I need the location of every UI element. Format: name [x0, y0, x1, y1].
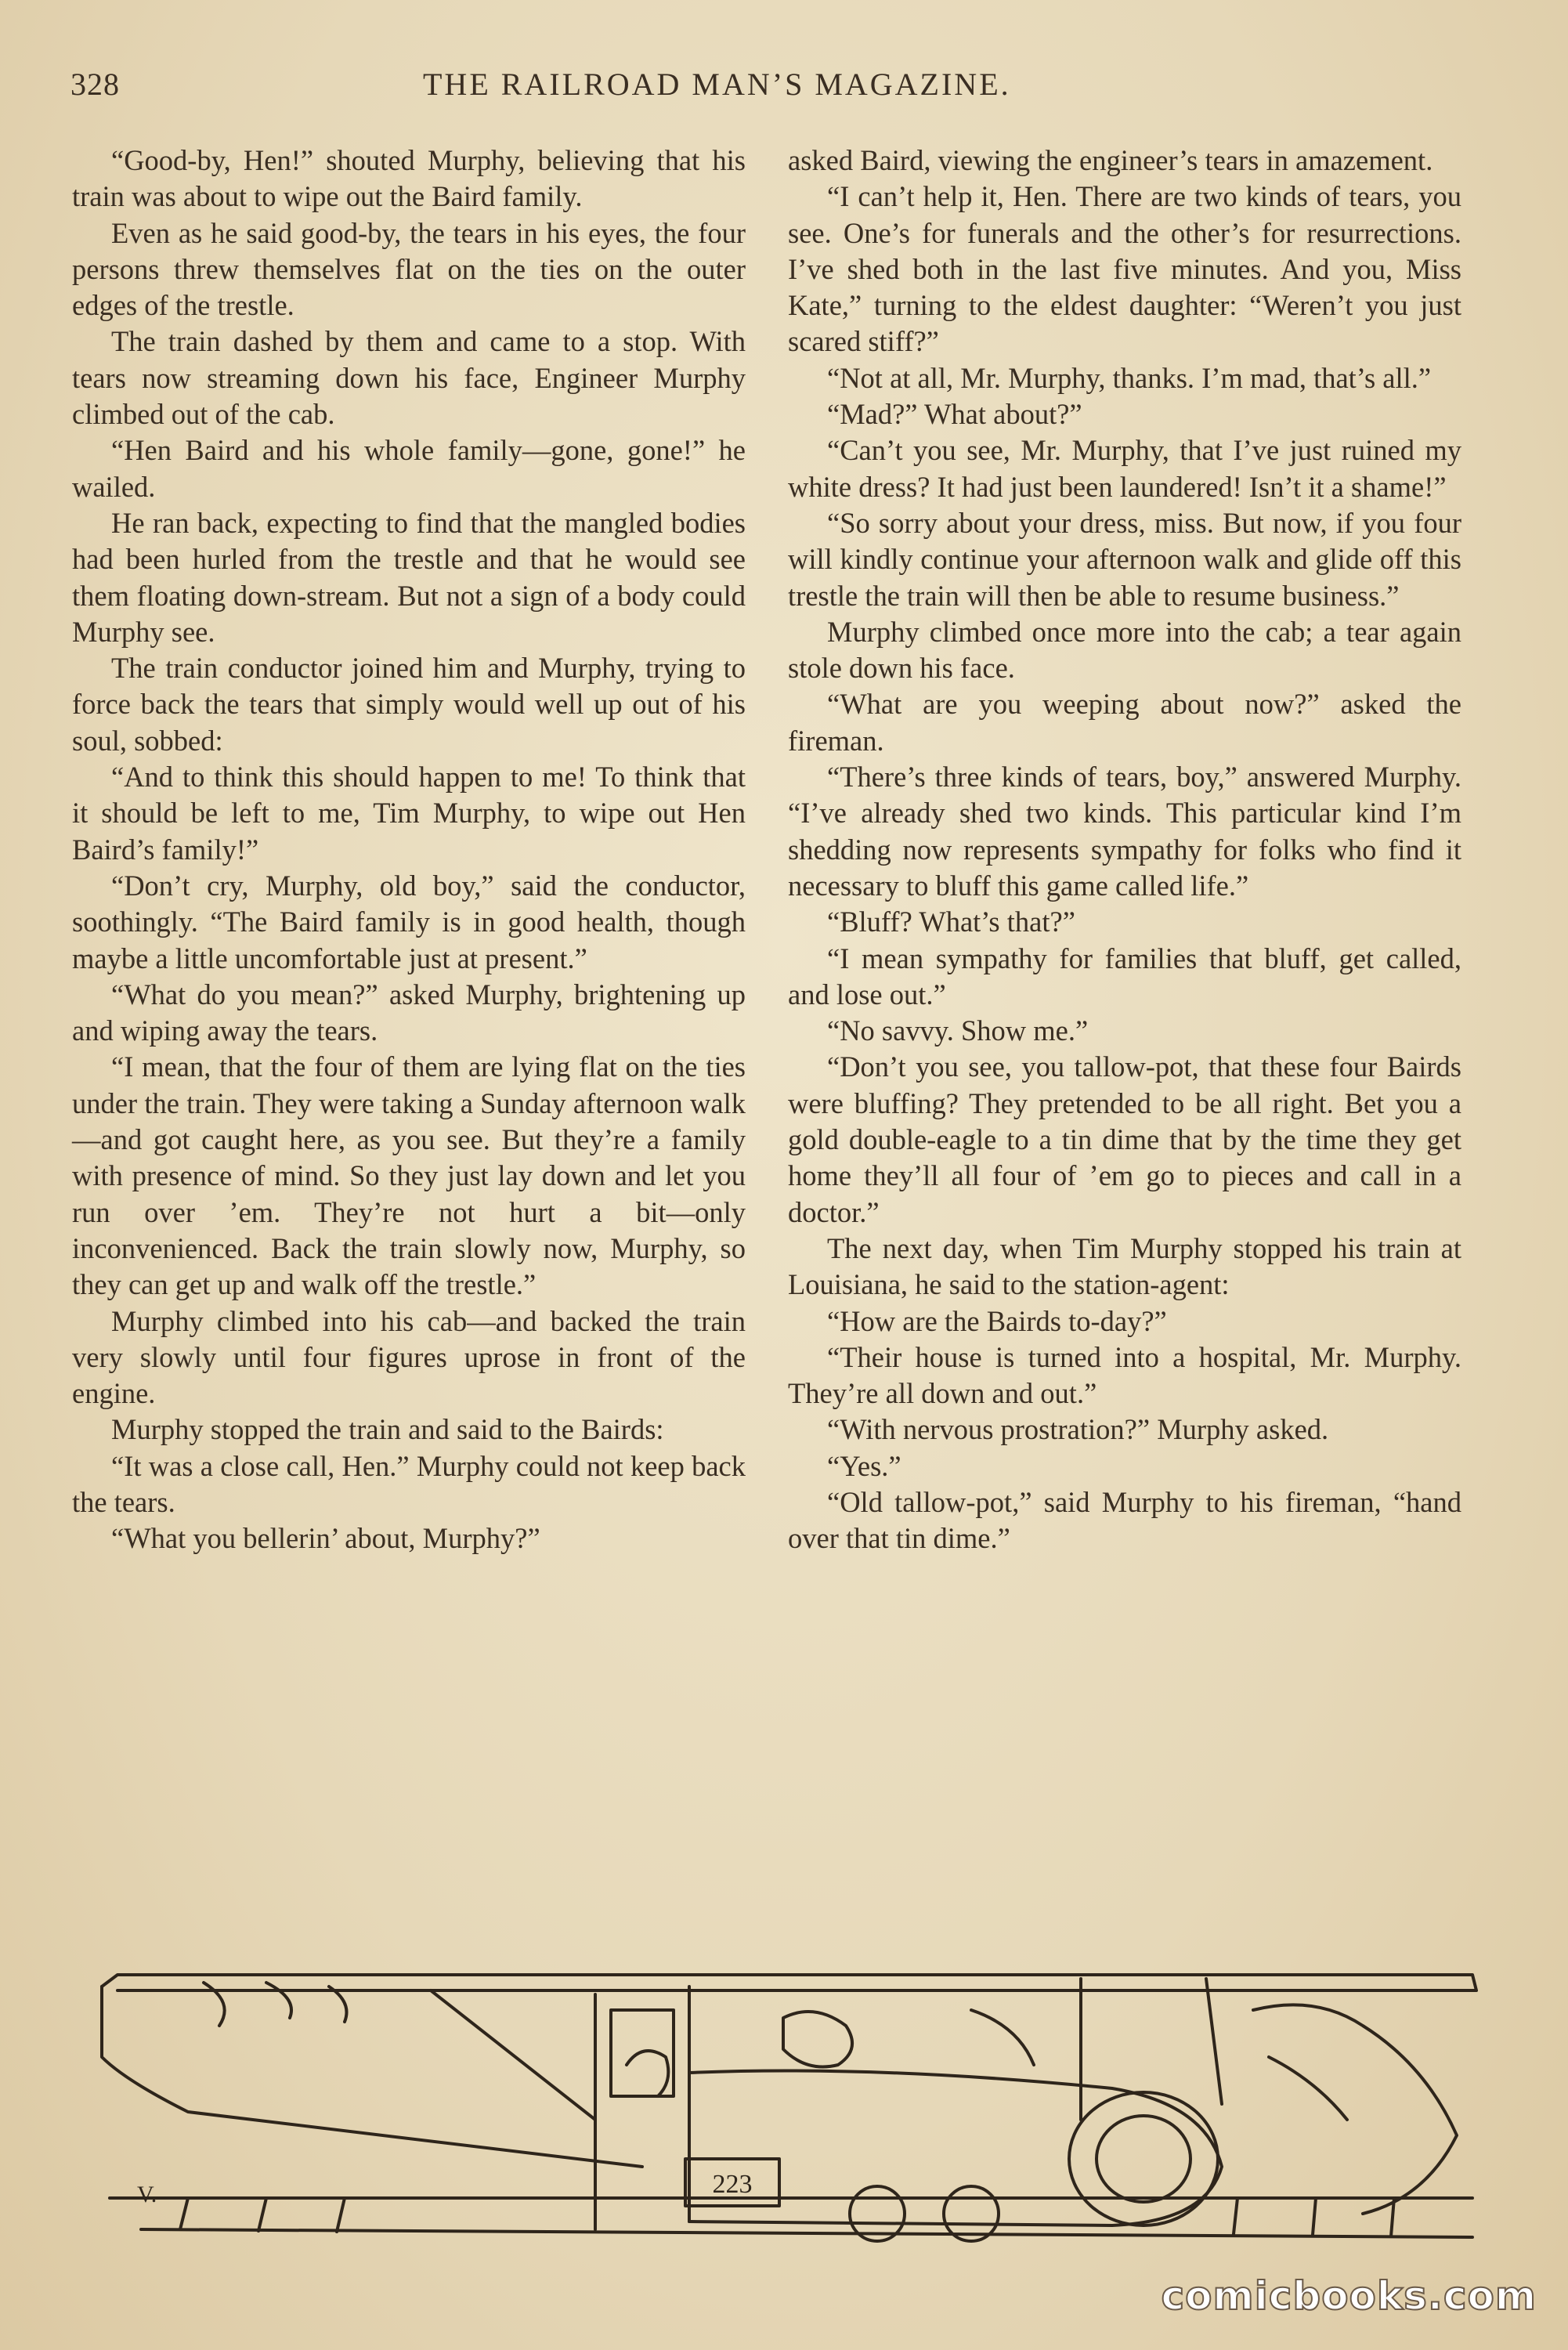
left-column: [72, 143, 746, 1557]
engine-number: 223: [712, 2170, 753, 2199]
paragraph: “It was a close call, Hen.” Murphy could not keep back the tears.: [72, 1449, 746, 1518]
paragraph: “I mean sympathy for families that bluff, get called, and lose out.”: [788, 942, 1461, 1010]
paragraph-continuation: asked Baird, viewing the engineer’s tears in amazement.: [788, 144, 1433, 176]
paragraph: “Old tallow-pot,” said Murphy to his fireman, “hand over that tin dime.”: [788, 1485, 1461, 1555]
paragraph: “I mean, that the four of them are lying flat on the ties under the train. They were taking a Sunday afternoon walk—and got caught here, as you see. But they’re a family with presence of mind. So they just lay down and let you run over ’em. They’re not hurt a bit—only inconvenienced. Back the train slowly now, Murphy, so they can get up and walk off the trestle.”: [72, 1050, 746, 1301]
artist-signature: V.: [137, 2182, 157, 2207]
paragraph: “How are the Bairds to-day?”: [827, 1304, 1167, 1337]
paragraph: The train conductor joined him and Murphy, trying to force back the tears that simply would well up out of his soul, sobbed:: [72, 652, 746, 757]
paragraph: Murphy climbed once more into the cab; a tear again stole down his face.: [788, 615, 1461, 685]
paragraph: He ran back, expecting to find that the mangled bodies had been hurled from the trestle and that he would see them floating down-stream. But not a sign of a body could Murphy see.: [72, 506, 746, 648]
paragraph: “Don’t you see, you tallow-pot, that these four Bairds were bluffing? They pretended to be all right. Bet you a gold double-eagle to a tin dime that by the time they get home they’ll all four of ’em go to pieces and call in a doctor.”: [788, 1050, 1461, 1228]
locomotive-illustration: [94, 1963, 1488, 2253]
paragraph: Even as he said good-by, the tears in his eyes, the four persons threw themselves flat on the ties on the outer edges of the trestle.: [72, 216, 746, 322]
watermark: comicbooks.com: [1161, 2273, 1537, 2319]
paragraph: “Can’t you see, Mr. Murphy, that I’ve just ruined my white dress? It had just been laundered! Isn’t it a shame!”: [788, 434, 1461, 503]
paragraph: The train dashed by them and came to a stop. With tears now streaming down his face, Engineer Murphy climbed out of the cab.: [72, 325, 746, 431]
paragraph: “So sorry about your dress, miss. But now, if you four will kindly continue your afternoon walk and glide off this trestle the train will then be able to resume business.”: [788, 506, 1461, 612]
paragraph: “No savvy. Show me.”: [827, 1014, 1089, 1047]
page-header: [70, 66, 1496, 113]
paragraph: “I can’t help it, Hen. There are two kinds of tears, you see. One’s for funerals and the other’s for resurrections. I’ve shed both in the last five minutes. And you, Miss Kate,” turning to the eldest daughter: “Weren’t you just scared stiff?”: [788, 180, 1461, 358]
paragraph: “Don’t cry, Murphy, old boy,” said the conductor, soothingly. “The Baird family is in good health, though maybe a little uncomfortable just at present.”: [72, 869, 746, 974]
paragraph: “Their house is turned into a hospital, Mr. Murphy. They’re all down and out.”: [788, 1340, 1461, 1410]
paragraph: “What do you mean?” asked Murphy, brightening up and wiping away the tears.: [72, 978, 746, 1047]
paragraph: “Mad?” What about?”: [827, 398, 1082, 431]
paragraph: “What are you weeping about now?” asked the fireman.: [788, 688, 1461, 757]
paragraph: “Yes.”: [827, 1449, 901, 1482]
paragraph: “There’s three kinds of tears, boy,” answered Murphy. “I’ve already shed two kinds. This particular kind I’m shedding now represents sympathy for folks who find it necessary to bluff this game called life.”: [788, 761, 1461, 902]
running-title: THE RAILROAD MAN’S MAGAZINE.: [423, 67, 1011, 102]
paragraph: “Bluff? What’s that?”: [827, 906, 1075, 938]
paragraph: Murphy climbed into his cab—and backed the train very slowly until four figures uprose in front of the engine.: [72, 1304, 746, 1410]
paragraph: “And to think this should happen to me! To think that it should be left to me, Tim Murphy, to wipe out Hen Baird’s family!”: [72, 761, 746, 866]
paragraph: “What you bellerin’ about, Murphy?”: [111, 1522, 540, 1555]
paragraph: “Good-by, Hen!” shouted Murphy, believing that his train was about to wipe out the Baird family.: [72, 144, 746, 213]
paragraph: Murphy stopped the train and said to the Bairds:: [111, 1413, 664, 1446]
paragraph: The next day, when Tim Murphy stopped his train at Louisiana, he said to the station-agent:: [788, 1231, 1461, 1301]
paragraph: “Not at all, Mr. Murphy, thanks. I’m mad, that’s all.”: [827, 361, 1432, 394]
paragraph: “With nervous prostration?” Murphy asked.: [827, 1413, 1329, 1446]
page-number: 328: [70, 67, 120, 102]
right-column: [788, 143, 1461, 1557]
paragraph: “Hen Baird and his whole family—gone, gone!” he wailed.: [72, 434, 746, 503]
